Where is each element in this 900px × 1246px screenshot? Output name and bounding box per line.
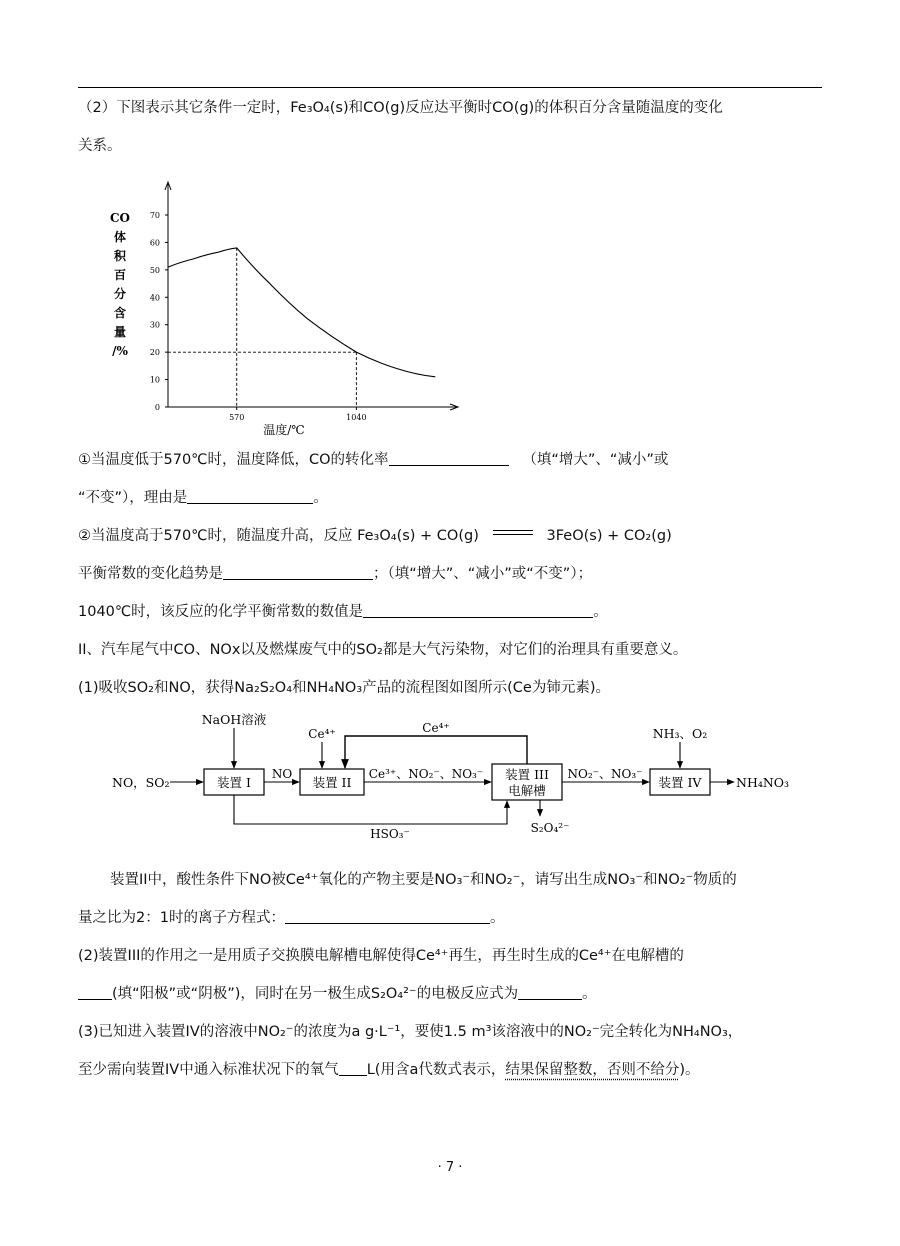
q-e2-line1: (2)装置III的作用之一是用质子交换膜电解槽电解使得Ce⁴⁺再生，再生时生成的Ce⁴⁺在电解槽的 [78, 948, 684, 964]
ylabel-char: /% [112, 344, 128, 358]
electrolysis-cell-label: 电解槽 [508, 783, 546, 798]
q-part-b-end: 。 [313, 490, 328, 506]
ylabel-char: CO [110, 211, 131, 225]
section2-title: II、汽车尾气中CO、NOx以及燃煤废气中的SO₂都是大气污染物，对它们的治理具有重要意义。 [78, 642, 688, 658]
y-tick-label: 50 [149, 265, 160, 275]
q-part-e [78, 602, 608, 622]
q-part-a-text: ①当温度低于570℃时，温度降低，CO的转化率 [78, 452, 389, 468]
chart-xlabel: 温度/℃ [263, 423, 305, 437]
section2-p1: (1)吸收SO₂和NO，获得Na₂S₂O₄和NH₄NO₃产品的流程图如图所示(Ce为铈元素)。 [78, 680, 611, 696]
q-part-e-post: 。 [593, 604, 608, 620]
device-4-label: 装置 IV [658, 775, 702, 790]
q-dev2-line2-post: 。 [489, 910, 505, 926]
q-e2-line2 [78, 984, 597, 1004]
q-part-e-pre: 1040℃时，该反应的化学平衡常数的数值是 [78, 604, 364, 620]
q-dev2-line1: 装置II中，酸性条件下NO被Ce⁴⁺氧化的产物主要是NO₃⁻和NO₂⁻，请写出生成NO₃⁻和NO₂⁻物质的 [110, 872, 737, 888]
ylabel-char: 含 [113, 306, 127, 320]
q-e3-line2-pre: 至少需向装置IV中通入标准状况下的氧气 [78, 1062, 339, 1078]
co-volume-chart [110, 178, 470, 438]
chart-series-line [168, 248, 435, 377]
y-tick-label: 0 [154, 403, 160, 412]
q-part-b [78, 488, 328, 508]
ylabel-char: 体 [113, 230, 127, 244]
ylabel-char: 百 [113, 268, 127, 282]
no2-no3-label: NO₂⁻、NO₃⁻ [567, 767, 643, 781]
q2-intro-line1: （2）下图表示其它条件一定时，Fe₃O₄(s)和CO(g)反应达平衡时CO(g)的体积百分含量随温度的变化 [78, 100, 723, 116]
nh3-o2-label: NH₃、O₂ [652, 726, 708, 741]
q-part-d [78, 564, 592, 584]
q-e3-line1: (3)已知进入装置IV的溶液中NO₂⁻的浓度为a g·L⁻¹，要使1.5 m³该溶液中的NO₂⁻完全转化为NH₄NO₃， [78, 1024, 743, 1040]
q-dev2-line2-pre: 量之比为2：1时的离子方程式： [78, 910, 285, 926]
answer-blank-7[interactable] [518, 985, 582, 1000]
q-dev2-line2 [78, 908, 504, 928]
q-part-c [78, 526, 672, 546]
y-tick-label: 10 [149, 375, 160, 385]
q-part-c-pre: ②当温度高于570℃时，随温度升高，反应 Fe₃O₄(s) + CO(g) [78, 528, 479, 544]
q-part-d-pre: 平衡常数的变化趋势是 [78, 566, 223, 582]
q2-intro-line2: 关系。 [78, 138, 122, 154]
y-tick-label: 60 [149, 238, 160, 248]
x-tick-label: 570 [229, 413, 245, 422]
q-part-b-text: “不变”），理由是 [78, 490, 188, 506]
answer-blank-4[interactable] [363, 603, 593, 618]
input-gases-label: NO，SO₂ [112, 775, 170, 790]
answer-blank-3[interactable] [223, 565, 373, 580]
answer-blank-8[interactable] [339, 1061, 367, 1076]
q-part-d-post: ；（填“增大”、“减小”或“不变”）； [373, 566, 593, 582]
q-e3-emphasis: 结果保留整数，否则不给分 [505, 1062, 680, 1078]
ylabel-char: 积 [113, 249, 127, 263]
y-tick-label: 20 [149, 348, 160, 358]
y-tick-label: 30 [149, 320, 160, 330]
q-e3-line2-mid: L(用含a代数式表示， [366, 1062, 506, 1078]
q-e3-line2 [78, 1060, 700, 1080]
ylabel-char: 量 [113, 325, 127, 339]
ions-label: Ce³⁺、NO₂⁻、NO₃⁻ [368, 767, 484, 781]
answer-blank-6[interactable] [78, 985, 112, 1000]
ce4-top-label: Ce⁴⁺ [308, 727, 336, 741]
equilibrium-arrow-icon [493, 528, 533, 538]
hso3-label: HSO₃⁻ [370, 827, 410, 841]
y-tick-label: 70 [149, 211, 160, 220]
device-2-label: 装置 II [312, 775, 352, 790]
naoh-label: NaOH溶液 [201, 712, 267, 727]
no-label: NO [271, 767, 293, 781]
q-part-c-post: 3FeO(s) + CO₂(g) [546, 528, 672, 544]
ylabel-char: 分 [113, 287, 127, 301]
answer-blank-2[interactable] [187, 489, 313, 504]
q-e2-line2-pre: (填“阳极”或“阴极”)，同时在另一极生成S₂O₄²⁻的电极反应式为 [112, 986, 519, 1002]
answer-blank-1[interactable] [389, 451, 509, 466]
answer-blank-5[interactable] [285, 909, 490, 924]
device-1-label: 装置 I [217, 775, 251, 790]
ce4-return-label: Ce⁴⁺ [422, 721, 450, 735]
q-e3-line2-end: )。 [679, 1062, 700, 1078]
chart-ylabel [110, 211, 130, 358]
q-e2-line2-post: 。 [582, 986, 597, 1002]
device-3-label: 装置 III [505, 767, 549, 782]
page-number: · 7 · [437, 1160, 463, 1175]
q-part-a-hint: （填“增大”、“减小”或 [522, 452, 669, 468]
q-part-a [78, 450, 668, 470]
x-tick-label: 1040 [346, 413, 367, 422]
top-rule [78, 87, 822, 88]
s2o4-label: S₂O₄²⁻ [530, 821, 570, 835]
y-tick-label: 40 [149, 293, 160, 303]
process-flow-diagram [100, 712, 800, 842]
product-label: NH₄NO₃ [736, 775, 790, 790]
